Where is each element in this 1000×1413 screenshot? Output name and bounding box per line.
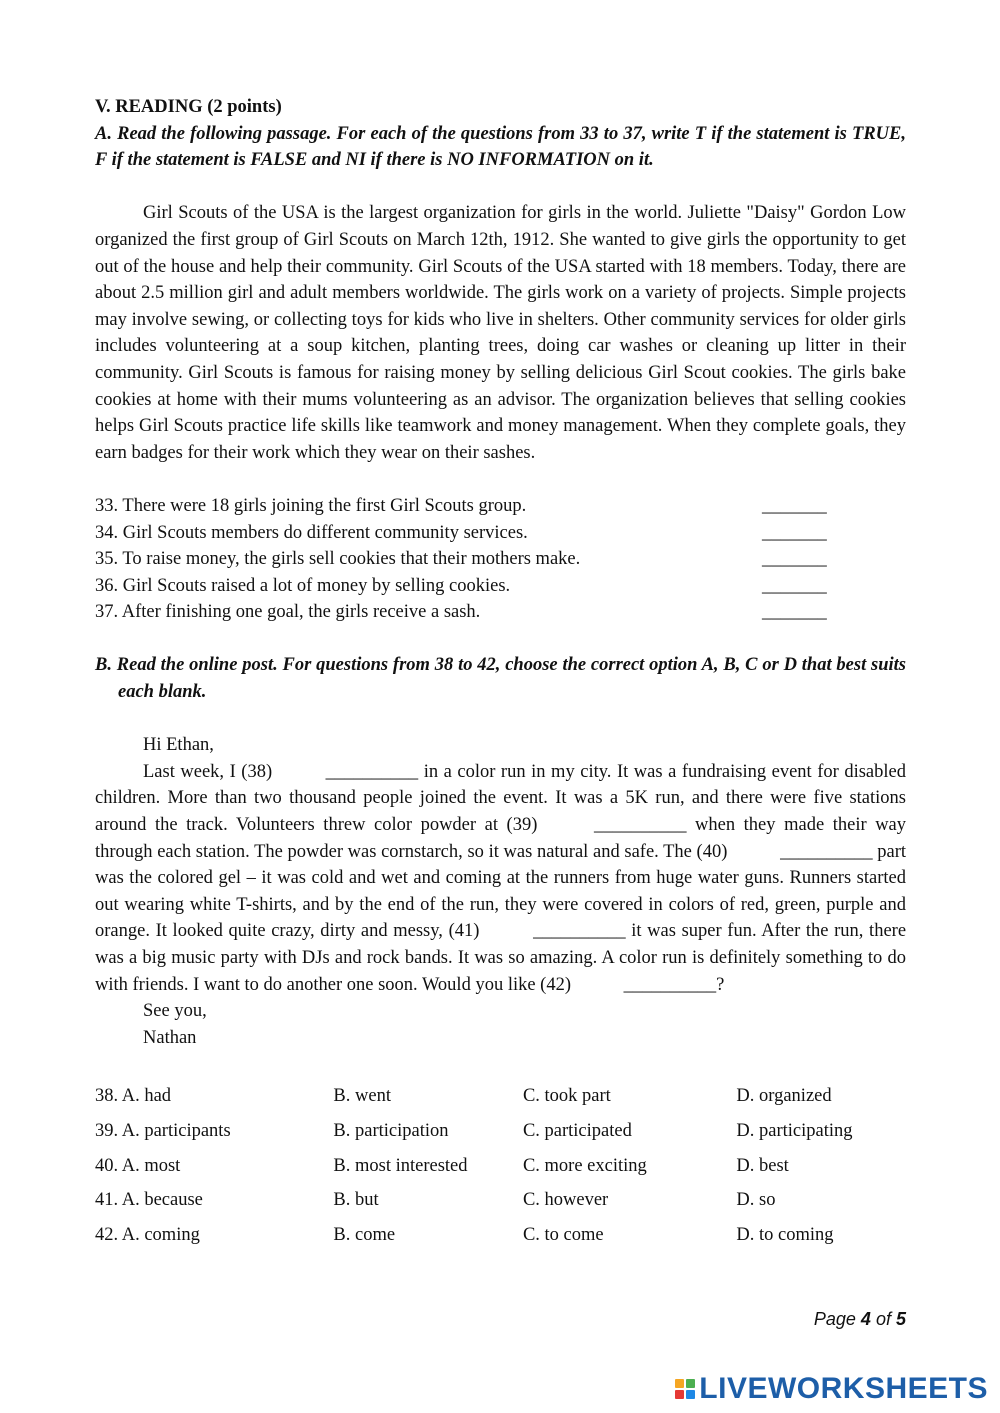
- part-a-instruction: A. Read the following passage. For each of the questions from 33 to 37, write T if the statement is TRUE, F if the statement is FALSE and NI if there is NO INFORMATION on it.: [95, 123, 906, 171]
- statement-list: [95, 493, 906, 626]
- statement-33: 33. There were 18 girls joining the first Girl Scouts group. _______: [95, 493, 906, 520]
- answer-blank-34[interactable]: _______: [762, 522, 827, 543]
- option-41-d[interactable]: D. so: [736, 1190, 776, 1211]
- option-40-d[interactable]: D. best: [736, 1155, 789, 1176]
- options-row-38: [95, 1079, 906, 1114]
- gap-38[interactable]: __________: [325, 761, 419, 782]
- gap-41[interactable]: __________: [533, 921, 626, 942]
- answer-blank-35[interactable]: _______: [762, 549, 827, 570]
- options-row-42: [95, 1218, 906, 1253]
- letter-body: Last week, I (38) __________ in a color run in my city. It was a fundraising event for disabled children. More than two thousand people joined the event. It was a 5K run, and there were five stations around the track. Volunteers threw color powder at (39) __________ when they made their way through each station. The powder was cornstarch, so it was natural and safe. The (40) __________ part was the colored gel – it was cold and wet and coming at the runners from huge water guns. Runners started out wearing white T-shirts, and by the end of the run, they were covered in colors of red, green, purple and orange. It looked quite crazy, dirty and messy, (41) __________ it was super fun. After the run, there was a big music party with DJs and rock bands. It was so amazing. A color run is definitely something to do with friends. I want to do another one soon. Would you like (42) __________?: [95, 759, 906, 998]
- option-41-a[interactable]: 41. A. because: [95, 1190, 203, 1211]
- liveworksheets-logo-icon: [675, 1379, 695, 1399]
- statement-37: 37. After finishing one goal, the girls receive a sash. _______: [95, 599, 906, 626]
- statement-34: 34. Girl Scouts members do different community services. _______: [95, 520, 906, 547]
- part-b-instruction: B. Read the online post. For questions from 38 to 42, choose the correct option A, B, C or D that best suits each blank.: [95, 655, 906, 703]
- option-41-c[interactable]: C. however: [522, 1190, 609, 1211]
- liveworksheets-brand[interactable]: [675, 1372, 988, 1406]
- worksheet-page: [95, 94, 906, 1253]
- option-40-a[interactable]: 40. A. most: [95, 1155, 181, 1176]
- statement-35: 35. To raise money, the girls sell cookies that their mothers make. _______: [95, 546, 906, 573]
- option-39-b[interactable]: B. participation: [333, 1121, 449, 1142]
- option-42-b[interactable]: B. come: [333, 1225, 396, 1246]
- gap-42[interactable]: __________: [623, 974, 717, 995]
- options-row-40: [95, 1149, 906, 1184]
- answer-blank-37[interactable]: _______: [762, 602, 827, 623]
- reading-passage: Girl Scouts of the USA is the largest organization for girls in the world. Juliette "Daisy" Gordon Low organized the first group of Girl Scouts on March 12th, 1912. She wanted to give girls the opportunity to get out of the house and help their community. Girl Scouts of the USA started with 18 members. Today, there are about 2.5 million girl and adult members worldwide. The girls work on a variety of projects. Simple projects may involve sewing, or collecting toys for kids who live in shelters. Other community services for older girls includes volunteering at a soup kitchen, planting trees, doing car washes or cleaning up litter in their community. Girl Scouts is famous for raising money by selling delicious Girl Scout cookies. The girls bake cookies at home with their mums volunteering as an advisor. The organization believes that selling cookies helps Girl Scouts practice life skills like teamwork and money management. When they complete goals, they earn badges for their work which they wear on their sashes.: [95, 203, 906, 463]
- option-42-a[interactable]: 42. A. coming: [95, 1225, 200, 1246]
- gap-40[interactable]: __________: [780, 841, 873, 862]
- letter-signature: Nathan: [143, 1027, 197, 1048]
- letter-closing: See you,: [143, 1001, 207, 1022]
- option-42-d[interactable]: D. to coming: [736, 1225, 834, 1246]
- statement-36: 36. Girl Scouts raised a lot of money by selling cookies. _______: [95, 573, 906, 600]
- option-39-d[interactable]: D. participating: [736, 1121, 853, 1142]
- answer-blank-33[interactable]: _______: [762, 495, 827, 516]
- option-38-c[interactable]: C. took part: [522, 1086, 611, 1107]
- option-38-b[interactable]: B. went: [333, 1086, 391, 1107]
- option-41-b[interactable]: B. but: [333, 1190, 379, 1211]
- section-title: V. READING (2 points): [95, 97, 282, 117]
- option-38-a[interactable]: 38. A. had: [95, 1086, 172, 1107]
- online-post: [95, 732, 906, 1051]
- gap-39[interactable]: __________: [593, 815, 687, 836]
- option-39-a[interactable]: 39. A. participants: [95, 1121, 231, 1142]
- option-40-c[interactable]: C. more exciting: [522, 1155, 647, 1176]
- option-42-c[interactable]: C. to come: [522, 1225, 604, 1246]
- answer-blank-36[interactable]: _______: [762, 575, 827, 596]
- page-number: Page 4 of 5: [813, 1309, 906, 1329]
- options-table: [95, 1079, 906, 1252]
- letter-greeting: Hi Ethan,: [143, 735, 214, 756]
- option-40-b[interactable]: B. most interested: [333, 1155, 468, 1176]
- option-39-c[interactable]: C. participated: [522, 1121, 632, 1142]
- brand-name: LIVEWORKSHEETS: [699, 1372, 988, 1405]
- options-row-39: [95, 1114, 906, 1149]
- options-row-41: [95, 1183, 906, 1218]
- option-38-d[interactable]: D. organized: [736, 1086, 832, 1107]
